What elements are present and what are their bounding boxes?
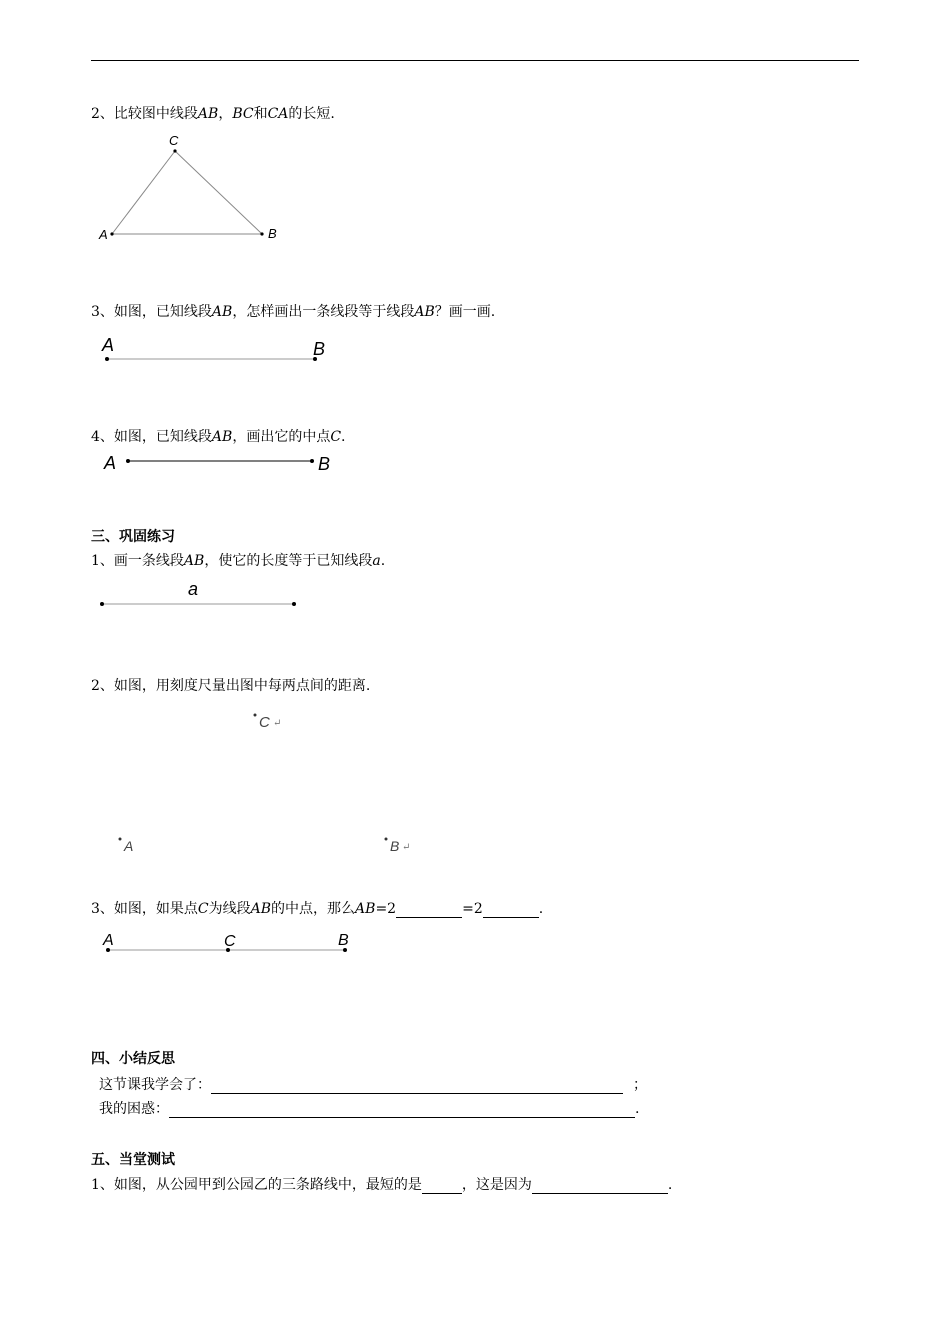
- sec3-p3-mid2: 的中点，那么: [271, 901, 356, 917]
- label-a: A: [99, 227, 108, 242]
- segment-ab-figure: [95, 330, 345, 370]
- q3-mid: ，怎样画出一条线段等于线段: [232, 304, 415, 320]
- point-c: [173, 149, 176, 152]
- answer-blank-1[interactable]: [396, 903, 462, 918]
- answer-blank-2[interactable]: [483, 903, 539, 918]
- learned-label: 这节课我学会了：: [99, 1077, 211, 1093]
- sec3-p3-eq: =2: [375, 901, 397, 917]
- label-c: C: [259, 714, 270, 731]
- label-b: B: [318, 454, 331, 474]
- header-rule: [91, 60, 859, 61]
- label-b: B: [268, 226, 277, 241]
- q4-text: [91, 428, 346, 446]
- learned-line: [99, 1076, 647, 1094]
- segment-ca: [112, 151, 175, 234]
- label-a: A: [102, 335, 115, 355]
- sec3-p1-mid: ，使它的长度等于已知线段: [204, 553, 373, 569]
- shortest-route-blank[interactable]: [422, 1179, 462, 1194]
- label-a: a: [188, 579, 199, 599]
- sec3-p1-a: a: [372, 553, 381, 569]
- q2-bc: BC: [232, 106, 254, 122]
- confused-end: .: [635, 1101, 640, 1117]
- sec3-p3-prefix: 3、如图，如果点: [91, 901, 198, 917]
- label-b: B: [338, 932, 349, 949]
- point-a: [105, 357, 109, 361]
- q2-prefix: 2、比较图中线段: [91, 106, 198, 122]
- segment-a-start: [100, 602, 104, 606]
- sec3-p1-prefix: 1、画一条线段: [91, 553, 184, 569]
- label-a: A: [104, 453, 117, 473]
- sec3-p3-end: .: [538, 901, 544, 917]
- point-b: [310, 459, 314, 463]
- label-a: A: [124, 838, 134, 854]
- sec5-p1-mid: ，这是因为: [461, 1177, 532, 1193]
- point-c: [254, 714, 257, 717]
- q3-text: [91, 303, 495, 321]
- segment-ab-figure-2: [100, 448, 350, 478]
- section-3-heading: 三、巩固练习: [91, 529, 175, 545]
- point-b: [385, 838, 388, 841]
- point-b: [260, 232, 263, 235]
- q3-ab: AB: [211, 304, 233, 320]
- section-5-heading: 五、当堂测试: [91, 1152, 175, 1168]
- confused-blank[interactable]: [169, 1103, 635, 1118]
- q4-prefix: 4、如图，已知线段: [91, 429, 212, 445]
- sec3-p2-text: 2、如图，用刻度尺量出图中每两点间的距离.: [91, 678, 371, 694]
- sec3-p1-ab: AB: [183, 553, 205, 569]
- label-b: B: [390, 838, 400, 854]
- sec3-p3-ab2: AB: [355, 901, 376, 917]
- label-a: A: [103, 932, 114, 949]
- label-c: C: [169, 133, 179, 148]
- q2-text: [91, 105, 335, 123]
- segment-acb-figure: [98, 928, 368, 958]
- segment-a-end: [292, 602, 296, 606]
- q2-and: 和: [253, 106, 268, 122]
- q4-mid: ，画出它的中点: [232, 429, 331, 445]
- confused-line: [99, 1100, 639, 1118]
- q4-ab: AB: [211, 429, 233, 445]
- sec3-p3-text: [91, 900, 543, 918]
- q3-prefix: 3、如图，已知线段: [91, 304, 212, 320]
- q2-ab: AB: [197, 106, 219, 122]
- sec5-p1-prefix: 1、如图，从公园甲到公园乙的三条路线中，最短的是: [91, 1177, 422, 1193]
- sec3-p3-eq2: =2: [462, 901, 483, 917]
- paragraph-mark-icon: ↵: [402, 842, 411, 853]
- point-a: [110, 232, 113, 235]
- sec5-p1-text: [91, 1176, 672, 1194]
- reason-blank[interactable]: [532, 1179, 668, 1194]
- sec3-p1-text: [91, 552, 385, 570]
- sec3-p3-c: C: [197, 901, 209, 917]
- section-4-heading: 四、小结反思: [91, 1051, 175, 1067]
- q2-ca: CA: [267, 106, 289, 122]
- segment-cb: [175, 151, 262, 234]
- learned-end: ；: [633, 1077, 647, 1093]
- triangle-figure: [90, 130, 300, 250]
- sec3-p1-suffix: .: [380, 553, 386, 569]
- q3-suffix: ？画一画.: [434, 304, 496, 320]
- paragraph-mark-icon: ↵: [273, 718, 282, 729]
- sec3-p3-ab: AB: [250, 901, 272, 917]
- segment-a-figure: [95, 578, 315, 612]
- sec5-p1-end: .: [667, 1177, 673, 1193]
- learned-blank[interactable]: [211, 1079, 623, 1094]
- label-c: C: [224, 933, 236, 950]
- label-b: B: [313, 339, 326, 359]
- q4-suffix: .: [341, 429, 346, 445]
- point-a: [119, 838, 122, 841]
- sec3-p3-mid: 为线段: [208, 901, 251, 917]
- q2-sep: ，: [218, 106, 233, 122]
- confused-label: 我的困惑：: [99, 1101, 169, 1117]
- q3-ab2: AB: [414, 304, 435, 320]
- point-a: [126, 459, 130, 463]
- three-points-figure: [110, 705, 430, 865]
- q2-suffix: 的长短.: [288, 106, 335, 122]
- q4-c: C: [330, 429, 342, 445]
